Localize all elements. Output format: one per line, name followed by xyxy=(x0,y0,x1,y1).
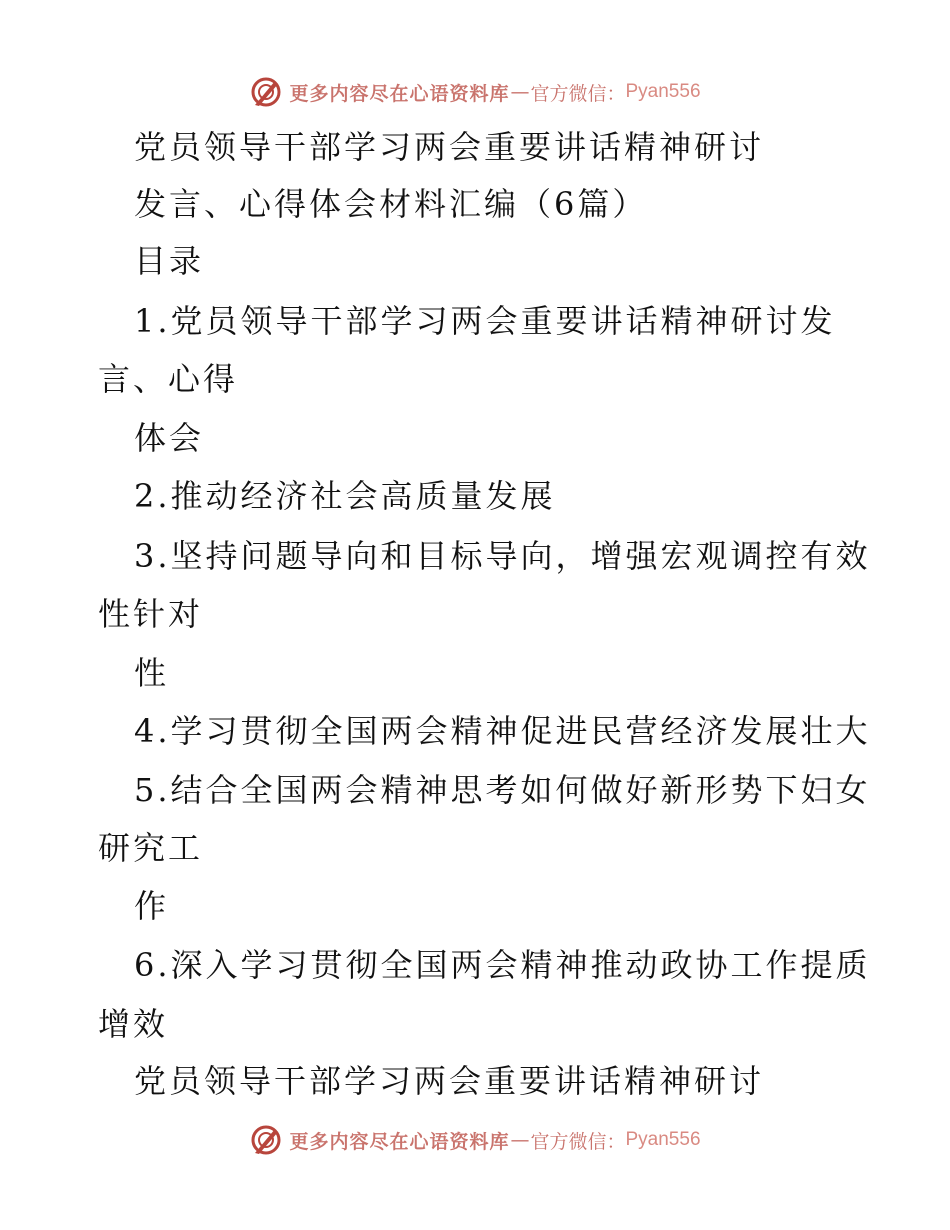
watermark-wechat-id: Pyan556 xyxy=(625,81,701,102)
toc-item-4: 4.学习贯彻全国两会精神促进民营经济发展壮大 xyxy=(134,712,871,750)
quill-logo-icon xyxy=(249,75,283,109)
toc-item-3: 3.坚持问题导向和目标导向，增强宏观调控有效 xyxy=(134,537,871,575)
toc-item-1: 1.党员领导干部学习两会重要讲话精神研讨发 xyxy=(134,302,836,340)
toc-item-5-cont-2: 作 xyxy=(134,887,170,925)
watermark-wechat-id: Pyan556 xyxy=(625,1129,701,1150)
watermark-main-text: 更多内容尽在心语资料库 xyxy=(289,82,510,105)
section-title-line: 党员领导干部学习两会重要讲话精神研讨 xyxy=(134,1062,765,1100)
toc-item-5: 5.结合全国两会精神思考如何做好新形势下妇女 xyxy=(134,771,871,809)
toc-heading: 目录 xyxy=(134,242,205,280)
toc-item-3-cont: 性针对 xyxy=(98,595,204,633)
toc-item-1-cont: 言、心得 xyxy=(98,360,239,398)
toc-item-3-cont-2: 性 xyxy=(134,654,170,692)
quill-logo-icon xyxy=(249,1123,283,1157)
toc-item-5-cont: 研究工 xyxy=(98,829,204,867)
doc-title-line-1: 党员领导干部学习两会重要讲话精神研讨 xyxy=(134,128,765,166)
header-watermark xyxy=(0,72,950,112)
watermark-contact-label: 官方微信： xyxy=(530,1130,626,1153)
toc-item-1-cont-2: 体会 xyxy=(134,419,205,457)
watermark-separator: — xyxy=(510,1129,530,1151)
toc-item-6-cont: 增效 xyxy=(98,1005,169,1043)
doc-title-line-2: 发言、心得体会材料汇编（6篇） xyxy=(134,185,648,223)
toc-item-2: 2.推动经济社会高质量发展 xyxy=(134,477,556,515)
watermark-contact-label: 官方微信： xyxy=(530,82,626,105)
toc-item-6: 6.深入学习贯彻全国两会精神推动政协工作提质 xyxy=(134,946,871,984)
footer-watermark xyxy=(0,1120,950,1160)
watermark-main-text: 更多内容尽在心语资料库 xyxy=(289,1130,510,1153)
watermark-separator: — xyxy=(510,81,530,103)
